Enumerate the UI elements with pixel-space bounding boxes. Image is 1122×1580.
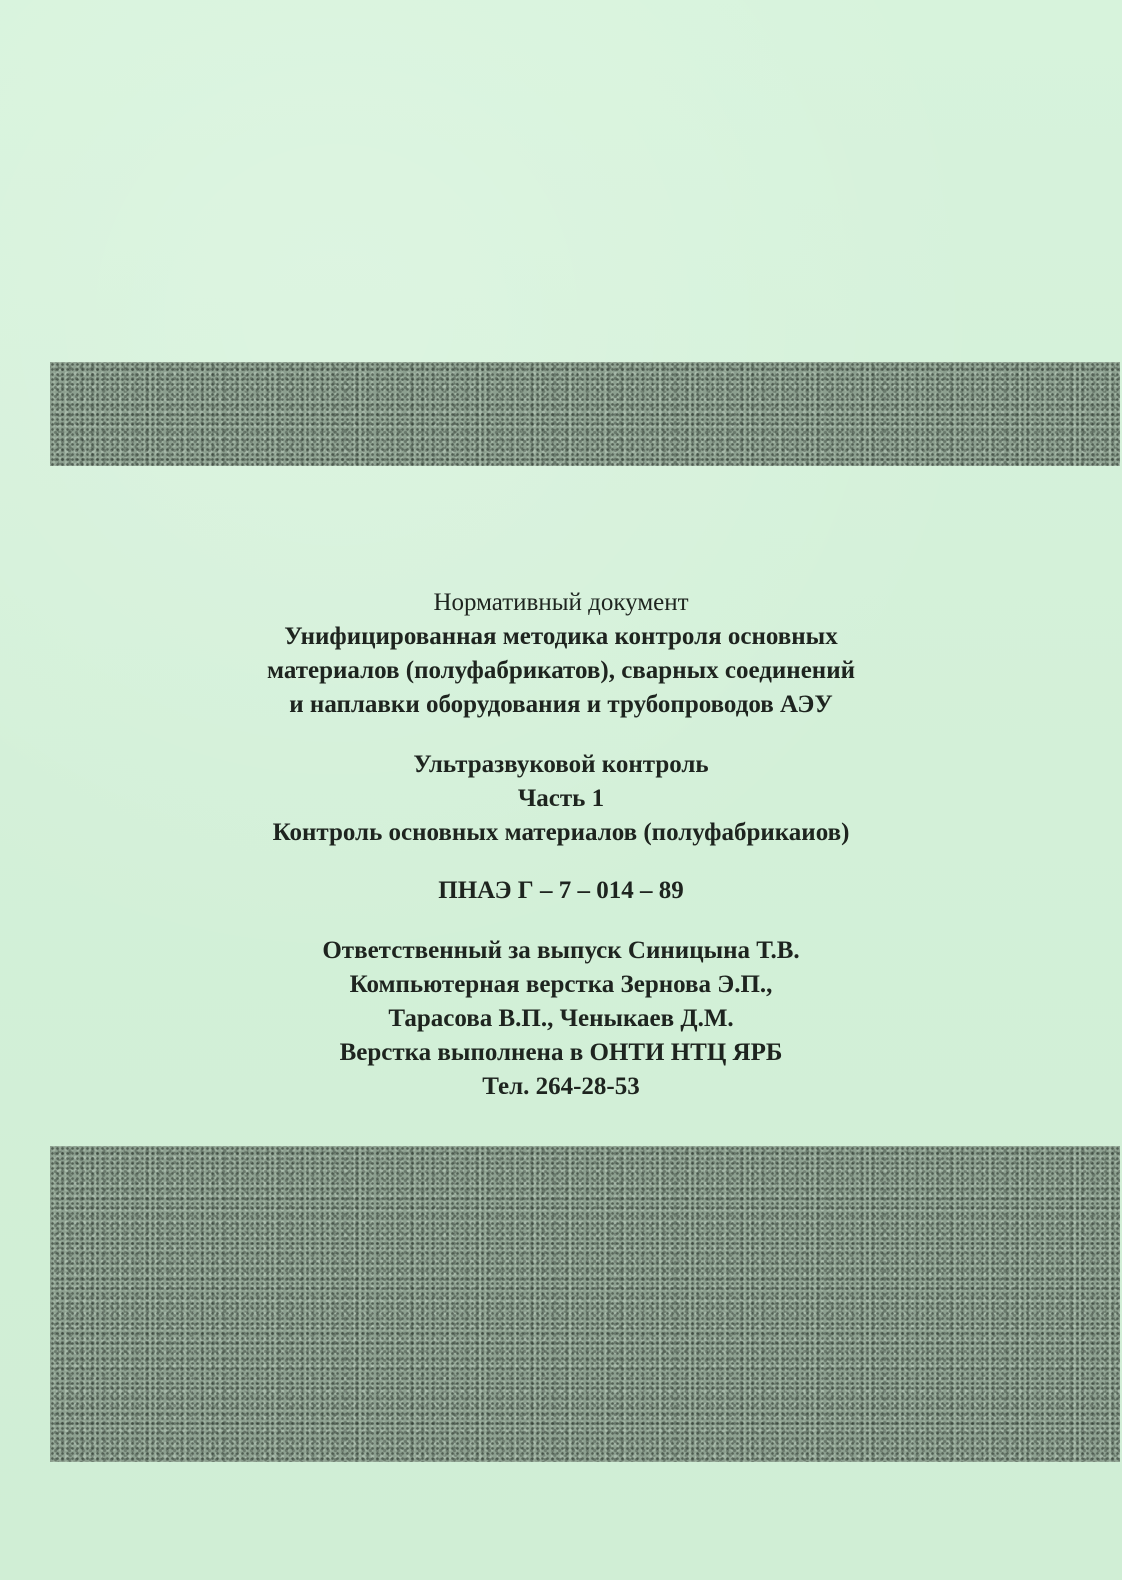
credit-responsible: Ответственный за выпуск Синицына Т.В. bbox=[322, 937, 800, 964]
credit-organization: Верстка выполнена в ОНТИ НТЦ ЯРБ bbox=[339, 1039, 783, 1066]
part-number: Часть 1 bbox=[517, 785, 605, 812]
credit-layout-continued: Тарасова В.П., Ченыкаев Д.М. bbox=[388, 1005, 734, 1032]
credit-layout: Компьютерная верстка Зернова Э.П., bbox=[349, 971, 773, 998]
title-line-3: и наплавки оборудования и трубопроводов АЭУ bbox=[289, 691, 833, 718]
section-subtitle: Контроль основных материалов (полуфабрикаиов) bbox=[272, 819, 850, 846]
document-content bbox=[0, 586, 1122, 1104]
top-noise-band bbox=[50, 362, 1120, 466]
contact-phone: Тел. 264-28-53 bbox=[482, 1073, 640, 1100]
document-type-label: Нормативный документ bbox=[433, 589, 689, 616]
bottom-noise-band bbox=[50, 1146, 1120, 1462]
title-line-1: Унифицированная методика контроля основных bbox=[284, 623, 838, 650]
document-designation: ПНАЭ Г – 7 – 014 – 89 bbox=[438, 877, 684, 904]
section-title: Ультразвуковой контроль bbox=[413, 751, 709, 778]
title-line-2: материалов (полуфабрикатов), сварных соединений bbox=[266, 657, 855, 684]
